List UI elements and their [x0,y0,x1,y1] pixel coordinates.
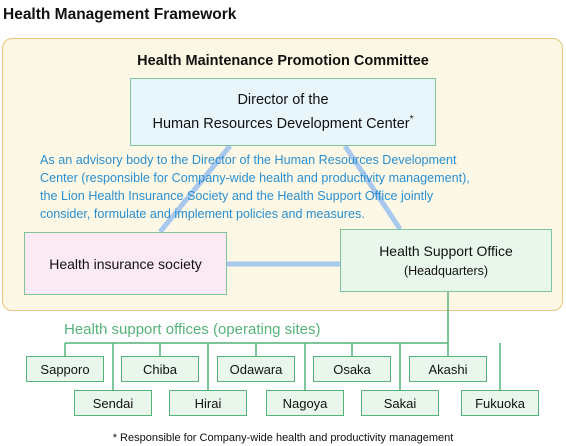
health-insurance-society-box [24,232,227,295]
health-support-office-box [340,229,552,292]
advisory-line2: Center (responsible for Company-wide health and productivity management), [40,171,470,185]
site-odawara: Odawara [217,356,295,382]
footnote: * Responsible for Company-wide health and productivity management [112,432,454,444]
site-fukuoka: Fukuoka [461,390,539,416]
page-title: Health Management Framework [3,6,237,23]
director-line2: Human Resources Development Center [152,115,410,132]
site-nagoya: Nagoya [266,390,344,416]
advisory-line3: the Lion Health Insurance Society and the Health Support Office jointly [40,189,434,203]
director-box [130,78,436,146]
committee-title: Health Maintenance Promotion Committee [137,53,429,69]
health-support-office-label: Health Support Office [379,242,513,259]
director-line2-row [153,110,414,134]
site-sapporo: Sapporo [26,356,104,382]
site-sendai: Sendai [74,390,152,416]
advisory-line1: As an advisory body to the Director of the Human Resources Development [40,153,457,167]
advisory-text [40,151,540,223]
director-footnote-mark: * [409,114,414,126]
site-akashi: Akashi [409,356,487,382]
director-line1: Director of the [237,92,329,109]
health-support-office-sub: (Headquarters) [403,263,489,278]
site-hirai: Hirai [169,390,247,416]
advisory-line4: consider, formulate and implement policies and measures. [40,207,365,221]
site-chiba: Chiba [121,356,199,382]
sites-label: Health support offices (operating sites) [64,321,321,338]
health-insurance-society-label: Health insurance society [49,255,202,272]
site-osaka: Osaka [313,356,391,382]
site-sakai: Sakai [361,390,439,416]
